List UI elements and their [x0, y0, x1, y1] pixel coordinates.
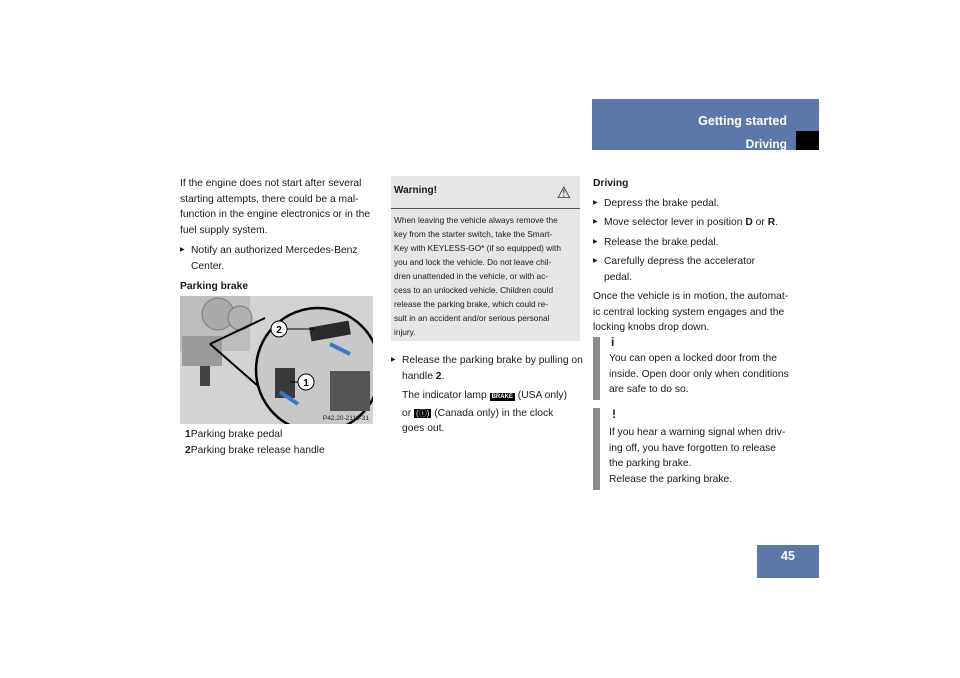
warning-title: Warning! [394, 185, 437, 196]
intro-line: starting attempts, there could be a mal- [180, 193, 359, 205]
warning-header [391, 176, 580, 209]
figure-caption: P42.20-2118-31 [322, 415, 369, 422]
page-number: 45 [781, 549, 795, 563]
header-title: Getting started [698, 114, 787, 128]
driving-paragraph: ic central locking system engages and the [593, 306, 785, 318]
middle-column [391, 353, 591, 437]
driving-title: Driving [593, 178, 629, 189]
indicator-line: goes out. [402, 423, 445, 434]
warning-text: When leaving the vehicle always remove the key from the starter switch, take the Smart- Key with KEYLESS-GO* (if so equipped) with you and lock the vehicle. Do not leave chil- dren unattended in the vehicle, or with ac- cess to an unlocked vehicle. Children could release the parking brake, which could re- sult in an accident and/or serious personal injury. [394, 215, 561, 337]
driving-step: ▶ Depress the brake pedal. [593, 196, 803, 212]
driving-step: ▶ Release the brake pedal. [593, 235, 803, 251]
left-column [180, 176, 380, 295]
exclamation-icon: ! [612, 407, 616, 421]
brake-lamp-icon: BRAKE [491, 394, 513, 400]
driving-paragraph: Once the vehicle is in motion, the automat- [593, 291, 789, 302]
note-bar [593, 408, 600, 490]
figure-legend [185, 427, 385, 458]
caution-note: If you hear a warning signal when driv- ing off, you have forgotten to release the parking brake. Release the parking brake. [609, 427, 786, 485]
intro-line: function in the engine electronics or in the [180, 209, 371, 220]
legend-item: 1Parking brake pedal [185, 429, 283, 440]
parking-brake-illustration [180, 296, 373, 424]
note-bar [593, 337, 600, 400]
right-column [593, 176, 803, 336]
canada-brake-lamp-icon: (ⓘ) [416, 408, 430, 418]
info-icon: i [611, 335, 615, 349]
driving-step: ▶ Carefully depress the accelerator [593, 254, 803, 270]
release-step: ▶ Release the parking brake by pulling on [391, 353, 591, 369]
notify-step-cont: Center. [191, 260, 225, 272]
driving-step: ▶ Move selector lever in position D or R. [593, 215, 803, 231]
callout-1: 1 [303, 378, 309, 389]
section-title: Parking brake [180, 281, 249, 292]
intro-line: fuel supply system. [180, 224, 268, 236]
info-note: You can open a locked door from the inside. Open door only when conditions are safe to do so. [609, 353, 789, 395]
release-step-cont: handle 2. [402, 370, 445, 382]
driving-step-cont: pedal. [604, 271, 633, 283]
parking-brake-figure [180, 296, 373, 424]
legend-item: 2Parking brake release handle [185, 444, 325, 456]
driving-paragraph: locking knobs drop down. [593, 322, 710, 333]
intro-line: If the engine does not start after several [180, 178, 362, 189]
header-subtitle: Driving [745, 137, 787, 151]
header-marker [796, 131, 819, 150]
indicator-line: The indicator lamp BRAKE (USA only) [402, 390, 567, 401]
indicator-line: or (ⓘ) (Canada only) in the clock [402, 407, 554, 419]
notify-step: ▶ Notify an authorized Mercedes-Benz [180, 243, 380, 259]
callout-2: 2 [276, 325, 282, 336]
warning-triangle-icon: ⚠ [556, 185, 571, 202]
